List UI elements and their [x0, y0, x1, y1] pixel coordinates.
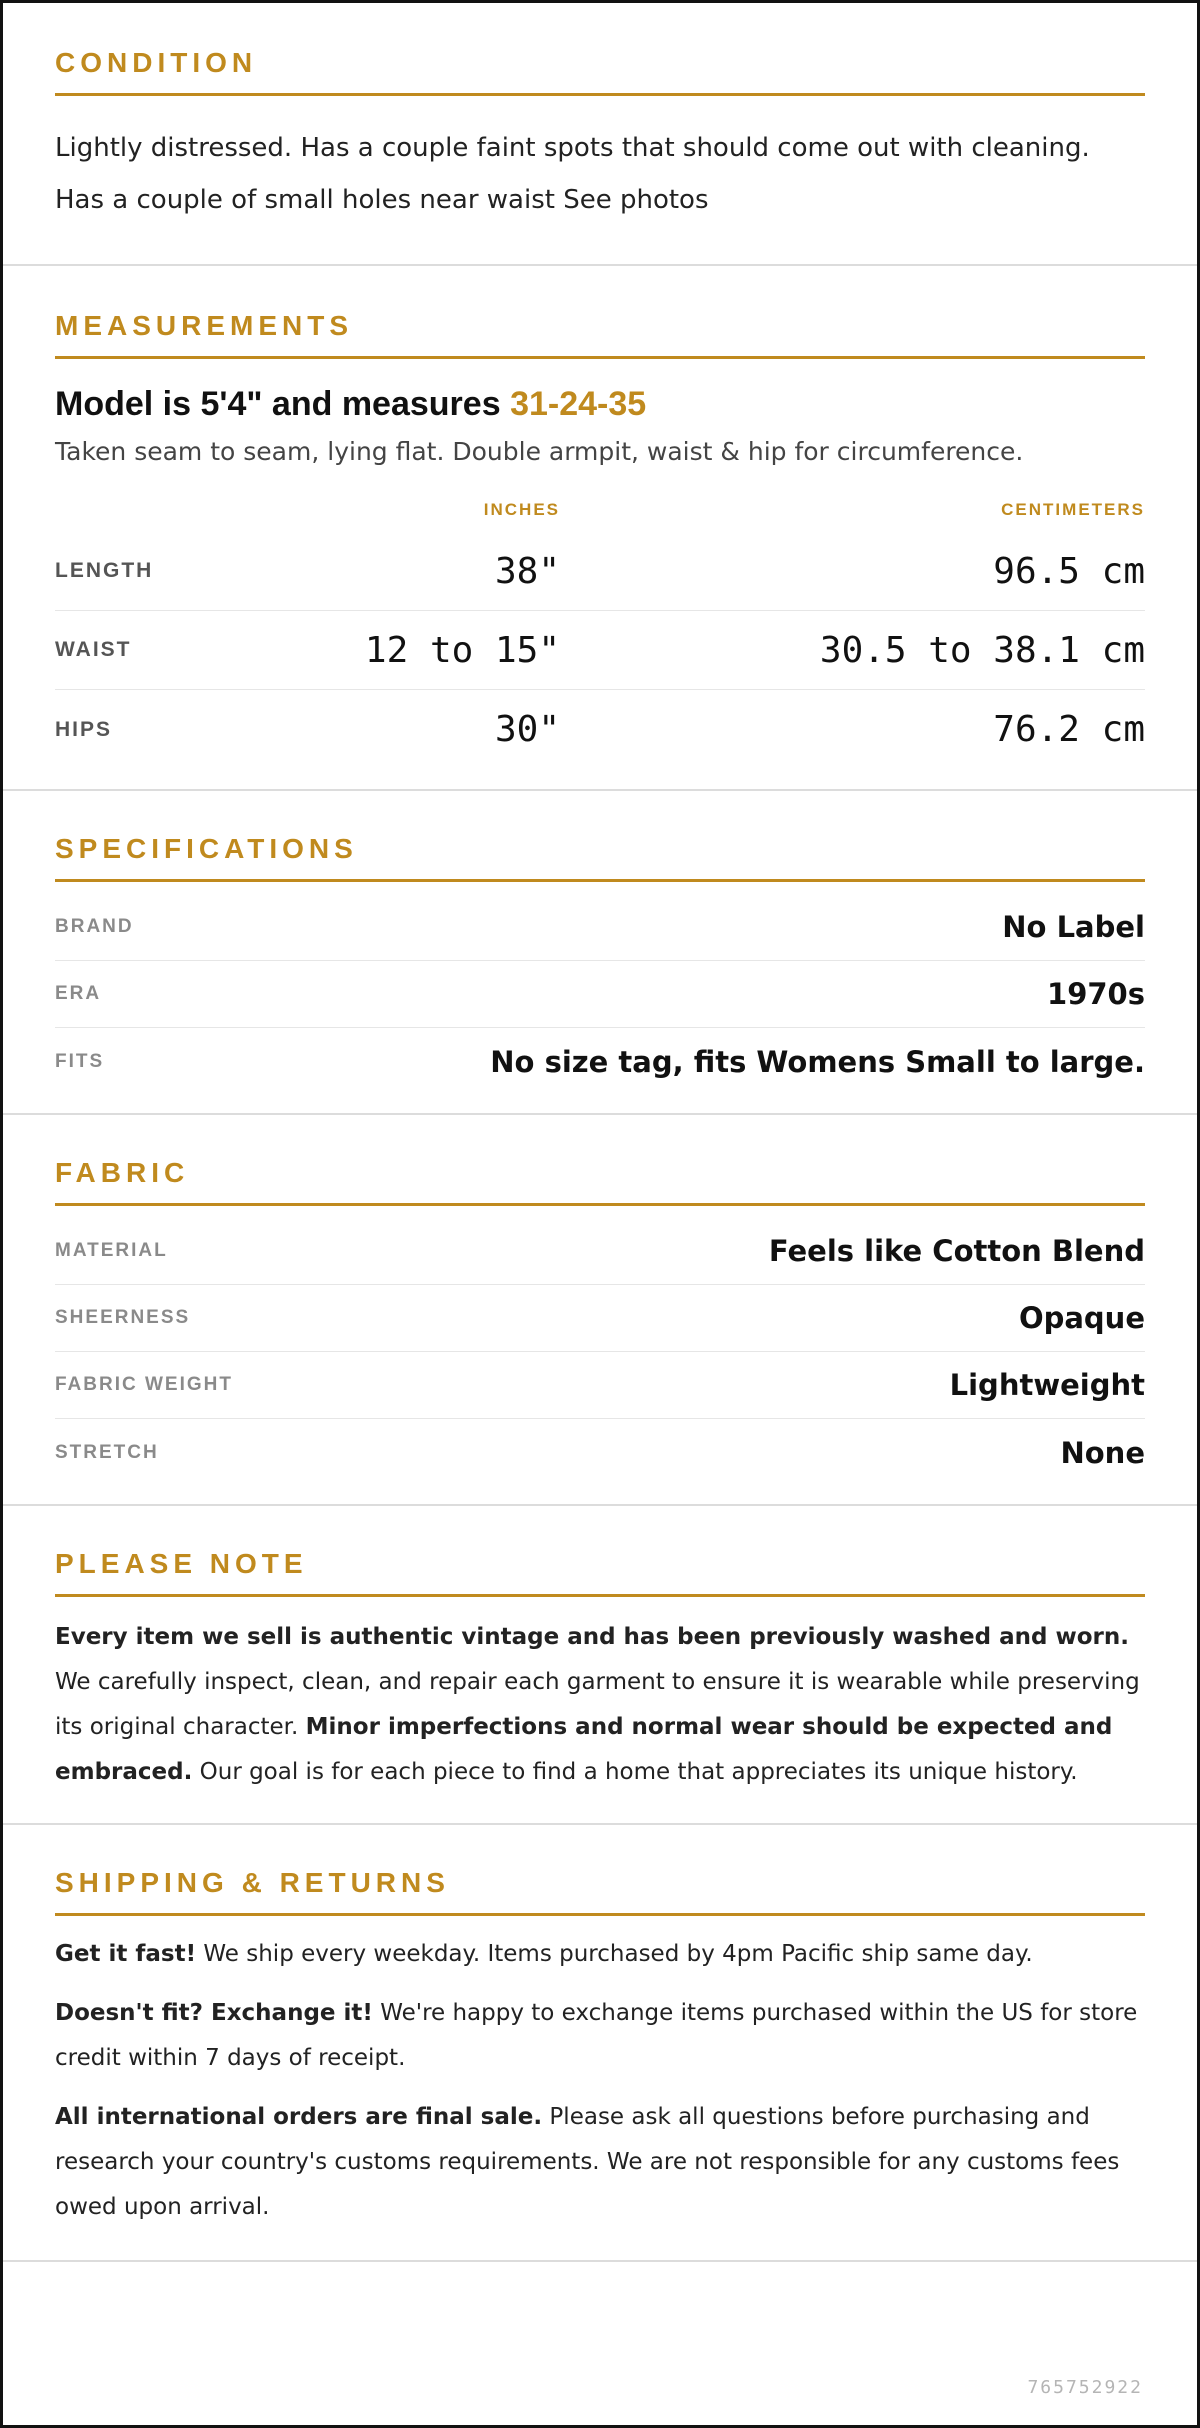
- spec-key: ERA: [55, 983, 102, 1004]
- note-bold-2: Minor imperfections and normal wear should be expected and embraced.: [55, 1714, 1113, 1785]
- centimeters-value: 30.5 to 38.1 cm: [819, 629, 1145, 671]
- condition-title: CONDITION: [55, 47, 1145, 96]
- fabric-value: Feels like Cotton Blend: [768, 1234, 1145, 1268]
- condition-section: [3, 3, 1197, 266]
- specifications-title: SPECIFICATIONS: [55, 833, 1145, 882]
- shipping-bold-2: Doesn't fit? Exchange it!: [55, 2000, 373, 2026]
- shipping-returns-title: SHIPPING & RETURNS: [55, 1867, 1145, 1916]
- measurements-table-header: [55, 488, 1145, 532]
- shipping-text-1: We ship every weekday. Items purchased by 4pm Pacific ship same day.: [196, 1941, 1033, 1967]
- please-note-text: [55, 1615, 1145, 1795]
- table-row: [55, 532, 1145, 611]
- fabric-row-weight: [55, 1352, 1145, 1419]
- product-id: 765752922: [1027, 2377, 1143, 2398]
- fabric-value: Opaque: [1018, 1301, 1145, 1335]
- spec-row-fits: [55, 1028, 1145, 1095]
- model-measure-value: 31-24-35: [510, 385, 647, 423]
- row-label: WAIST: [55, 638, 132, 661]
- fabric-key: MATERIAL: [55, 1240, 168, 1261]
- please-note-title: PLEASE NOTE: [55, 1548, 1145, 1597]
- spec-key: BRAND: [55, 916, 134, 937]
- spec-row-brand: [55, 894, 1145, 961]
- fabric-section: [3, 1115, 1197, 1506]
- centimeters-value: 96.5 cm: [993, 550, 1145, 592]
- fabric-row-sheerness: [55, 1285, 1145, 1352]
- model-measurements: [55, 385, 1145, 424]
- fabric-key: SHEERNESS: [55, 1307, 191, 1328]
- measurements-table: [55, 488, 1145, 769]
- column-header-inches: INCHES: [483, 500, 560, 519]
- measurements-title: MEASUREMENTS: [55, 310, 1145, 359]
- fabric-value: Lightweight: [949, 1368, 1145, 1402]
- fabric-value: None: [1060, 1435, 1145, 1470]
- measurements-subtitle: Taken seam to seam, lying flat. Double armpit, waist & hip for circumference.: [55, 437, 1024, 466]
- spec-value: No size tag, fits Womens Small to large.: [490, 1044, 1145, 1079]
- note-bold-1: Every item we sell is authentic vintage and has been previously washed and worn.: [55, 1624, 1129, 1650]
- spec-value: No Label: [1002, 910, 1145, 944]
- inches-value: 38": [494, 550, 560, 592]
- shipping-bold-1: Get it fast!: [55, 1941, 197, 1967]
- shipping-text-2: We're happy to exchange items purchased within the US for store credit within 7 days of receipt.: [55, 2000, 1138, 2071]
- note-text-2: Our goal is for each piece to find a home that appreciates its unique history.: [192, 1759, 1078, 1785]
- inches-value: 12 to 15": [364, 629, 560, 671]
- inches-value: 30": [494, 709, 560, 750]
- row-label: LENGTH: [55, 559, 154, 582]
- note-text-1: We carefully inspect, clean, and repair each garment to ensure it is wearable while preserving its original character.: [55, 1669, 1140, 1740]
- shipping-bold-3: All international orders are final sale.: [55, 2104, 543, 2130]
- shipping-paragraph-fast: [55, 1932, 1145, 1977]
- spec-row-era: [55, 961, 1145, 1028]
- shipping-returns-section: [3, 1825, 1197, 2262]
- fabric-title: FABRIC: [55, 1157, 1145, 1206]
- centimeters-value: 76.2 cm: [993, 709, 1145, 750]
- condition-text: Lightly distressed. Has a couple faint spots that should come out with cleaning. Has a couple of small holes near waist See photos: [55, 133, 1090, 215]
- fabric-row-material: [55, 1218, 1145, 1285]
- shipping-paragraph-international: [55, 2095, 1145, 2230]
- fabric-key: STRETCH: [55, 1441, 159, 1463]
- fabric-row-stretch: [55, 1419, 1145, 1486]
- please-note-section: [3, 1506, 1197, 1825]
- spec-value: 1970s: [1047, 977, 1145, 1011]
- spec-key: FITS: [55, 1050, 105, 1072]
- shipping-text-3: Please ask all questions before purchasing and research your country's customs requirements. We are not responsible for any customs fees owed upon arrival.: [55, 2104, 1120, 2220]
- table-row: [55, 690, 1145, 769]
- column-header-centimeters: CENTIMETERS: [1001, 500, 1145, 519]
- fabric-key: FABRIC WEIGHT: [55, 1374, 233, 1395]
- shipping-paragraph-exchange: [55, 1991, 1145, 2081]
- row-label: HIPS: [55, 717, 113, 741]
- measurements-section: [3, 266, 1197, 791]
- model-prefix: Model is 5'4" and measures: [55, 385, 511, 423]
- table-row: [55, 611, 1145, 690]
- specifications-section: [3, 791, 1197, 1115]
